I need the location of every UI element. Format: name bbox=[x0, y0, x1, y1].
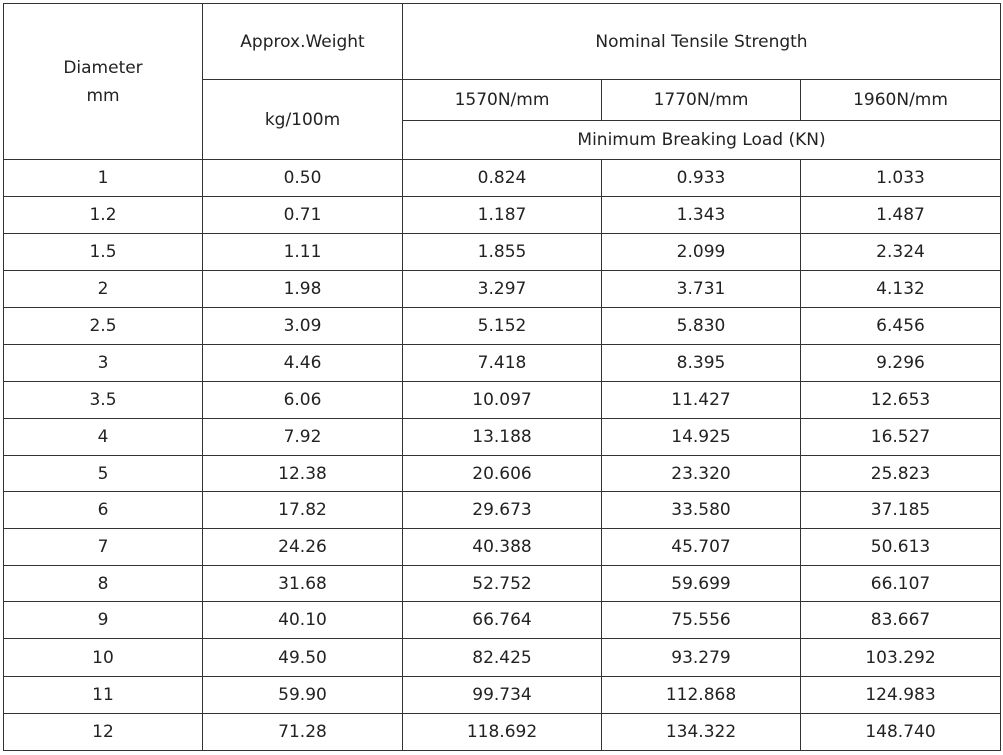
table-row bbox=[4, 602, 1001, 639]
wire-rope-spec-table bbox=[3, 3, 1001, 751]
table-cell: 59.90 bbox=[203, 677, 403, 714]
table-cell: 118.692 bbox=[403, 714, 602, 751]
table-cell: 3.297 bbox=[403, 271, 602, 308]
table-cell: 2.324 bbox=[801, 234, 1001, 271]
table-cell: 148.740 bbox=[801, 714, 1001, 751]
table-cell: 29.673 bbox=[403, 492, 602, 529]
table-cell: 1.033 bbox=[801, 160, 1001, 197]
table-cell: 12.38 bbox=[203, 456, 403, 492]
table-cell: 75.556 bbox=[602, 602, 801, 639]
table-cell: 1.98 bbox=[203, 271, 403, 308]
breaking-load-header: Minimum Breaking Load (KN) bbox=[403, 121, 1001, 160]
table-row bbox=[4, 714, 1001, 751]
table-cell: 103.292 bbox=[801, 639, 1001, 677]
table-cell: 6.06 bbox=[203, 382, 403, 419]
table-cell: 2.099 bbox=[602, 234, 801, 271]
table-cell: 59.699 bbox=[602, 566, 801, 602]
diameter-unit: mm bbox=[86, 85, 120, 106]
table-cell: 99.734 bbox=[403, 677, 602, 714]
table-cell: 1 bbox=[4, 160, 203, 197]
table-cell: 6 bbox=[4, 492, 203, 529]
table-row bbox=[4, 566, 1001, 602]
table-cell: 10.097 bbox=[403, 382, 602, 419]
table-cell: 83.667 bbox=[801, 602, 1001, 639]
table-row bbox=[4, 234, 1001, 271]
weight-header: Approx.Weight bbox=[203, 4, 403, 80]
table-cell: 4 bbox=[4, 419, 203, 456]
table-cell: 66.107 bbox=[801, 566, 1001, 602]
table-cell: 134.322 bbox=[602, 714, 801, 751]
table-cell: 37.185 bbox=[801, 492, 1001, 529]
table-cell: 3.09 bbox=[203, 308, 403, 345]
table-cell: 1.855 bbox=[403, 234, 602, 271]
table-cell: 5.152 bbox=[403, 308, 602, 345]
table-cell: 49.50 bbox=[203, 639, 403, 677]
table-cell: 124.983 bbox=[801, 677, 1001, 714]
table-cell: 5 bbox=[4, 456, 203, 492]
table-cell: 3.731 bbox=[602, 271, 801, 308]
table-row bbox=[4, 456, 1001, 492]
table-cell: 4.132 bbox=[801, 271, 1001, 308]
table-cell: 66.764 bbox=[403, 602, 602, 639]
table-row bbox=[4, 639, 1001, 677]
table-cell: 3 bbox=[4, 345, 203, 382]
table-cell: 1.343 bbox=[602, 197, 801, 234]
table-cell: 4.46 bbox=[203, 345, 403, 382]
table-cell: 6.456 bbox=[801, 308, 1001, 345]
table-cell: 52.752 bbox=[403, 566, 602, 602]
tensile-strength-header: Nominal Tensile Strength bbox=[403, 4, 1001, 80]
table-row bbox=[4, 492, 1001, 529]
table-row bbox=[4, 308, 1001, 345]
table-cell: 7.92 bbox=[203, 419, 403, 456]
table-cell: 40.388 bbox=[403, 529, 602, 566]
table-cell: 71.28 bbox=[203, 714, 403, 751]
table-cell: 7 bbox=[4, 529, 203, 566]
table-cell: 93.279 bbox=[602, 639, 801, 677]
diameter-label: Diameter bbox=[63, 57, 143, 78]
table-row bbox=[4, 529, 1001, 566]
table-row bbox=[4, 160, 1001, 197]
table-cell: 3.5 bbox=[4, 382, 203, 419]
table-cell: 0.824 bbox=[403, 160, 602, 197]
table-cell: 24.26 bbox=[203, 529, 403, 566]
table-cell: 1.487 bbox=[801, 197, 1001, 234]
table-cell: 9.296 bbox=[801, 345, 1001, 382]
table-cell: 45.707 bbox=[602, 529, 801, 566]
table-row bbox=[4, 382, 1001, 419]
table-row bbox=[4, 345, 1001, 382]
table-cell: 82.425 bbox=[403, 639, 602, 677]
grade-1770: 1770N/mm bbox=[602, 80, 801, 121]
table-cell: 2 bbox=[4, 271, 203, 308]
table-cell: 1.187 bbox=[403, 197, 602, 234]
table-cell: 10 bbox=[4, 639, 203, 677]
table-cell: 1.2 bbox=[4, 197, 203, 234]
table-cell: 0.71 bbox=[203, 197, 403, 234]
table-cell: 31.68 bbox=[203, 566, 403, 602]
table-cell: 5.830 bbox=[602, 308, 801, 345]
table-cell: 13.188 bbox=[403, 419, 602, 456]
table-cell: 1.11 bbox=[203, 234, 403, 271]
table-cell: 16.527 bbox=[801, 419, 1001, 456]
table-cell: 9 bbox=[4, 602, 203, 639]
table-cell: 23.320 bbox=[602, 456, 801, 492]
table-cell: 0.50 bbox=[203, 160, 403, 197]
table-cell: 25.823 bbox=[801, 456, 1001, 492]
table-cell: 14.925 bbox=[602, 419, 801, 456]
table-row bbox=[4, 197, 1001, 234]
grade-1960: 1960N/mm bbox=[801, 80, 1001, 121]
table-cell: 12.653 bbox=[801, 382, 1001, 419]
table-cell: 40.10 bbox=[203, 602, 403, 639]
table-cell: 112.868 bbox=[602, 677, 801, 714]
diameter-header bbox=[4, 4, 203, 160]
table-cell: 11 bbox=[4, 677, 203, 714]
table-row bbox=[4, 677, 1001, 714]
table-cell: 1.5 bbox=[4, 234, 203, 271]
table-cell: 7.418 bbox=[403, 345, 602, 382]
table-row bbox=[4, 419, 1001, 456]
table-cell: 50.613 bbox=[801, 529, 1001, 566]
table-row bbox=[4, 271, 1001, 308]
table-cell: 2.5 bbox=[4, 308, 203, 345]
table-cell: 17.82 bbox=[203, 492, 403, 529]
weight-unit: kg/100m bbox=[203, 80, 403, 160]
table-cell: 12 bbox=[4, 714, 203, 751]
table-cell: 11.427 bbox=[602, 382, 801, 419]
grade-1570: 1570N/mm bbox=[403, 80, 602, 121]
table-cell: 0.933 bbox=[602, 160, 801, 197]
table-cell: 8 bbox=[4, 566, 203, 602]
table-cell: 33.580 bbox=[602, 492, 801, 529]
table-cell: 8.395 bbox=[602, 345, 801, 382]
table-cell: 20.606 bbox=[403, 456, 602, 492]
